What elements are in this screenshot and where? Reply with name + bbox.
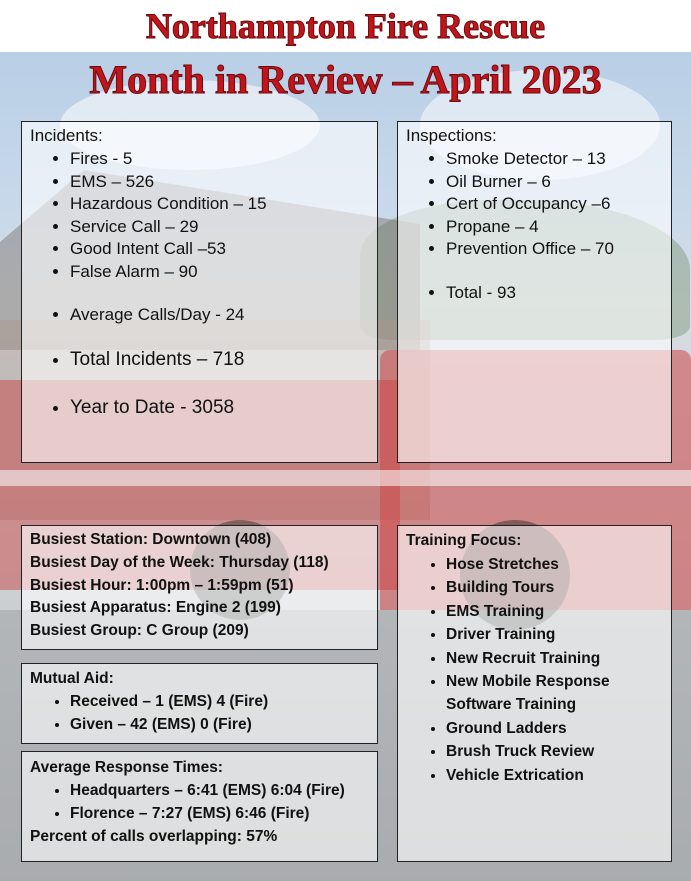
response-times-heading: Average Response Times: xyxy=(30,759,223,776)
fire-truck-stripe xyxy=(0,470,691,486)
list-item: • Propane – 4 xyxy=(446,216,663,239)
list-item: • Given – 42 (EMS) 0 (Fire) xyxy=(70,713,369,736)
mutual-aid-panel xyxy=(21,663,378,744)
incidents-list xyxy=(30,148,369,420)
list-item: • False Alarm – 90 xyxy=(70,261,369,284)
list-item: • Building Tours xyxy=(446,576,663,599)
inspections-heading: Inspections: xyxy=(406,126,497,145)
training-heading: Training Focus: xyxy=(406,532,522,549)
response-times-panel xyxy=(21,751,378,862)
inspections-list xyxy=(406,148,663,304)
list-item: • Fires - 5 xyxy=(70,148,369,171)
list-item: • Received – 1 (EMS) 4 (Fire) xyxy=(70,690,369,713)
list-item: • Ground Ladders xyxy=(446,717,663,740)
average-calls-item: • Average Calls/Day - 24 xyxy=(70,304,369,327)
list-item: • Cert of Occupancy –6 xyxy=(446,193,663,216)
list-item: • Prevention Office – 70 xyxy=(446,238,663,261)
mutual-aid-list xyxy=(30,690,369,736)
list-item: • Headquarters – 6:41 (EMS) 6:04 (Fire) xyxy=(70,779,369,802)
list-item: • Driver Training xyxy=(446,623,663,646)
busiest-station-line: Busiest Station: Downtown (408) xyxy=(30,531,272,548)
busiest-group-line: Busiest Group: C Group (209) xyxy=(30,622,249,640)
list-item: • EMS – 526 xyxy=(70,171,369,194)
list-item: • New Recruit Training xyxy=(446,647,663,670)
list-item: • Florence – 7:27 (EMS) 6:46 (Fire) xyxy=(70,802,369,825)
year-to-date-item: • Year to Date - 3058 xyxy=(70,396,369,420)
mutual-aid-heading: Mutual Aid: xyxy=(30,670,114,687)
list-item: • New Mobile Response Software Training xyxy=(446,670,663,717)
list-item: • Good Intent Call –53 xyxy=(70,238,369,261)
busiest-hour-line: Busiest Hour: 1:00pm – 1:59pm (51) xyxy=(30,576,294,594)
list-item: • Service Call – 29 xyxy=(70,216,369,239)
list-item: • Hose Stretches xyxy=(446,553,663,576)
list-item: • Vehicle Extrication xyxy=(446,764,663,787)
incidents-panel xyxy=(21,121,378,463)
busiest-day-line: Busiest Day of the Week: Thursday (118) xyxy=(30,553,329,571)
list-item: • Oil Burner – 6 xyxy=(446,171,663,194)
list-item: • Brush Truck Review xyxy=(446,740,663,763)
inspections-panel xyxy=(397,121,672,463)
incidents-heading: Incidents: xyxy=(30,126,103,145)
list-item: • Smoke Detector – 13 xyxy=(446,148,663,171)
list-item: • EMS Training xyxy=(446,600,663,623)
training-list xyxy=(406,553,663,787)
inspections-total-item: • Total - 93 xyxy=(446,282,663,305)
training-focus-panel xyxy=(397,525,672,862)
busiest-stats-panel xyxy=(21,525,378,650)
response-times-list xyxy=(30,779,369,825)
total-incidents-item: • Total Incidents – 718 xyxy=(70,348,369,372)
overlap-percent-line: Percent of calls overlapping: 57% xyxy=(30,828,278,845)
page-subtitle: Month in Review – April 2023 xyxy=(89,57,602,102)
list-item: • Hazardous Condition – 15 xyxy=(70,193,369,216)
busiest-apparatus-line: Busiest Apparatus: Engine 2 (199) xyxy=(30,599,281,617)
page-title: Northampton Fire Rescue xyxy=(145,6,546,46)
